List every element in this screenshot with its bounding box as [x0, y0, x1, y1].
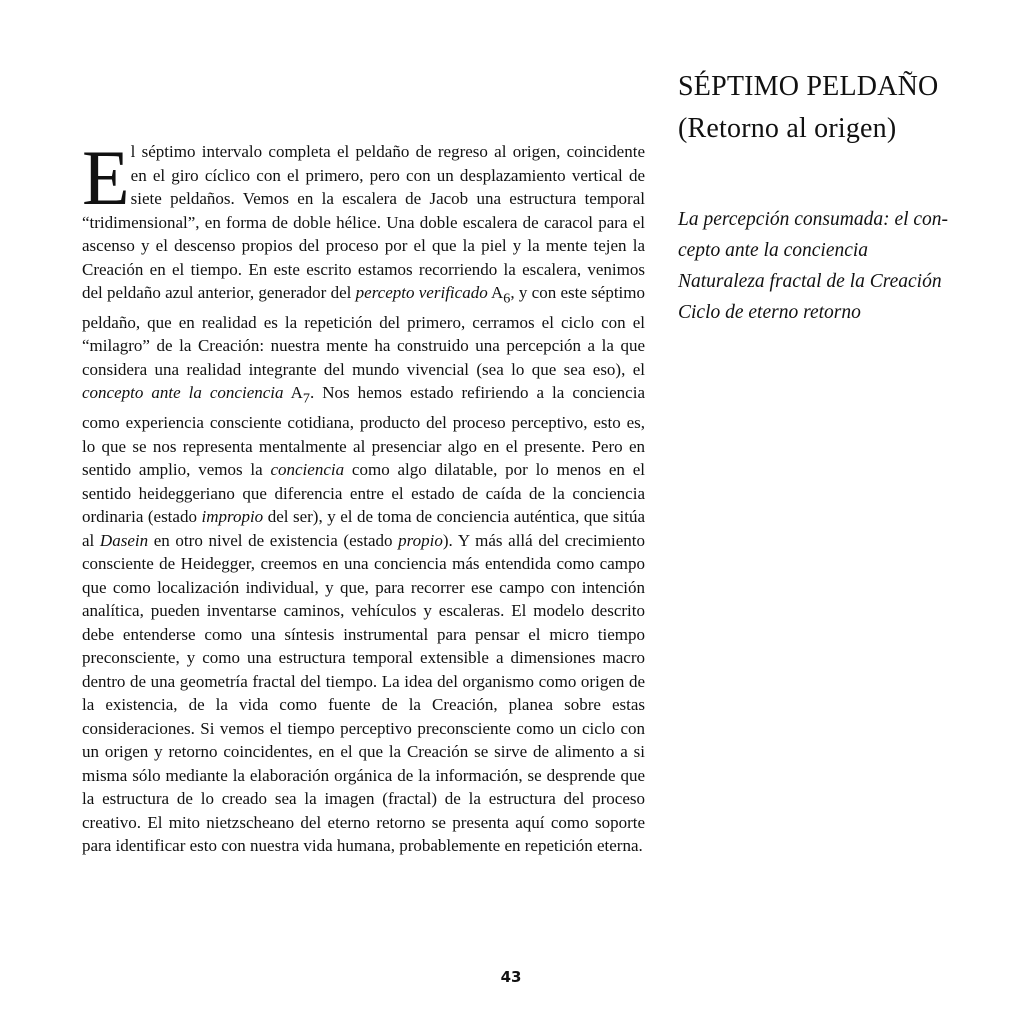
chapter-title: [678, 66, 978, 150]
text-run: . Nos hemos estado refiriendo a la conciencia como experiencia consciente cotidiana, producto del proceso perceptivo, esto es, lo que se nos representa mentalmente al presenciar algo en el presente. Pero en sentido amplio, vemos la: [82, 383, 645, 480]
text-run: l séptimo intervalo completa el peldaño de regreso al origen, coincidente en el giro cíclico con el primero, pero con un desplazamiento vertical de siete peldaños. Vemos en la escalera de Jacob una estructura temporal “tridimensional”, en forma de doble hélice. Una doble escalera de caracol para el ascenso y el descenso propios del proceso por el que la piel y la mente tejen la Creación en el tiempo. En este escrito estamos recorriendo la escalera, venimos del peldaño azul anterior, generador del: [82, 142, 645, 302]
chapter-sidebar: [678, 66, 978, 328]
summary-line: Ciclo de eterno retorno: [678, 302, 861, 323]
body-text: [82, 134, 646, 858]
chapter-summary: [678, 204, 978, 328]
summary-line: Naturaleza fractal de la Creación: [678, 271, 942, 292]
text-run: en otro nivel de existencia (estado: [148, 530, 399, 550]
drop-cap: E: [82, 134, 130, 221]
summary-line: cepto ante la conciencia: [678, 240, 869, 261]
text-run: A: [487, 283, 504, 302]
text-run: ). Y más allá del crecimiento consciente de Heidegger, creemos en una conciencia más entendida como campo que como localización individual, y que, para recorrer ese campo con intención analítica, pueden inventarse caminos, vehículos y escaleras. El modelo descrito debe entenderse como una síntesis instrumental para pensar el micro tiempo preconsciente, y como una estructura temporal extensible a dimensiones macro dentro de una geometría fractal del tiempo. La idea del organismo como origen de la existencia, de la vida como fuente de la Creación, planea sobre estas consideraciones. Si vemos el tiempo perceptivo preconsciente como un ciclo con un origen y retorno coincidentes, en el que la Creación se sirve de alimento a si misma sólo mediante la elaboración orgánica de la información, se desprende que la estructura de lo creado sea la imagen (fractal) de la estructura del proceso creativo. El mito nietzscheano del eterno retorno se presenta aquí como soporte para identificar esto con nuestra vida humana, probablemente en repetición eterna.: [82, 530, 645, 856]
emphasis: percepto verificado: [355, 283, 488, 302]
emphasis: conciencia: [270, 460, 345, 480]
summary-line: La percepción consumada: el con-: [678, 209, 949, 230]
emphasis: impropio: [201, 507, 264, 527]
text-run: como algo dilatable, por lo menos en el sentido heideggeriano que diferencia entre el estado de caída de la conciencia ordinaria (estado: [82, 460, 645, 527]
emphasis: propio: [398, 530, 443, 550]
body-paragraph: [82, 134, 646, 858]
emphasis: concepto ante la conciencia: [82, 383, 284, 403]
text-run: A: [283, 383, 303, 403]
text-run: , y con este séptimo peldaño, que en realidad es la repetición del primero, cerramos el ciclo con el “milagro” de la Creación: nuestra mente ha construido una percepción a la que considera una realidad integrante del mundo vivencial (sea lo que sea eso), el: [82, 283, 645, 379]
subscript: 6: [503, 290, 511, 307]
chapter-title-text: SÉPTIMO PELDAÑO: [678, 71, 939, 102]
emphasis: Dasein: [99, 530, 149, 550]
chapter-subtitle: (Retorno al origen): [678, 113, 897, 144]
subscript: 7: [302, 390, 310, 407]
text-run: del ser), y el de toma de conciencia auténtica, que sitúa al: [82, 507, 646, 550]
page-number: 43: [500, 968, 522, 986]
